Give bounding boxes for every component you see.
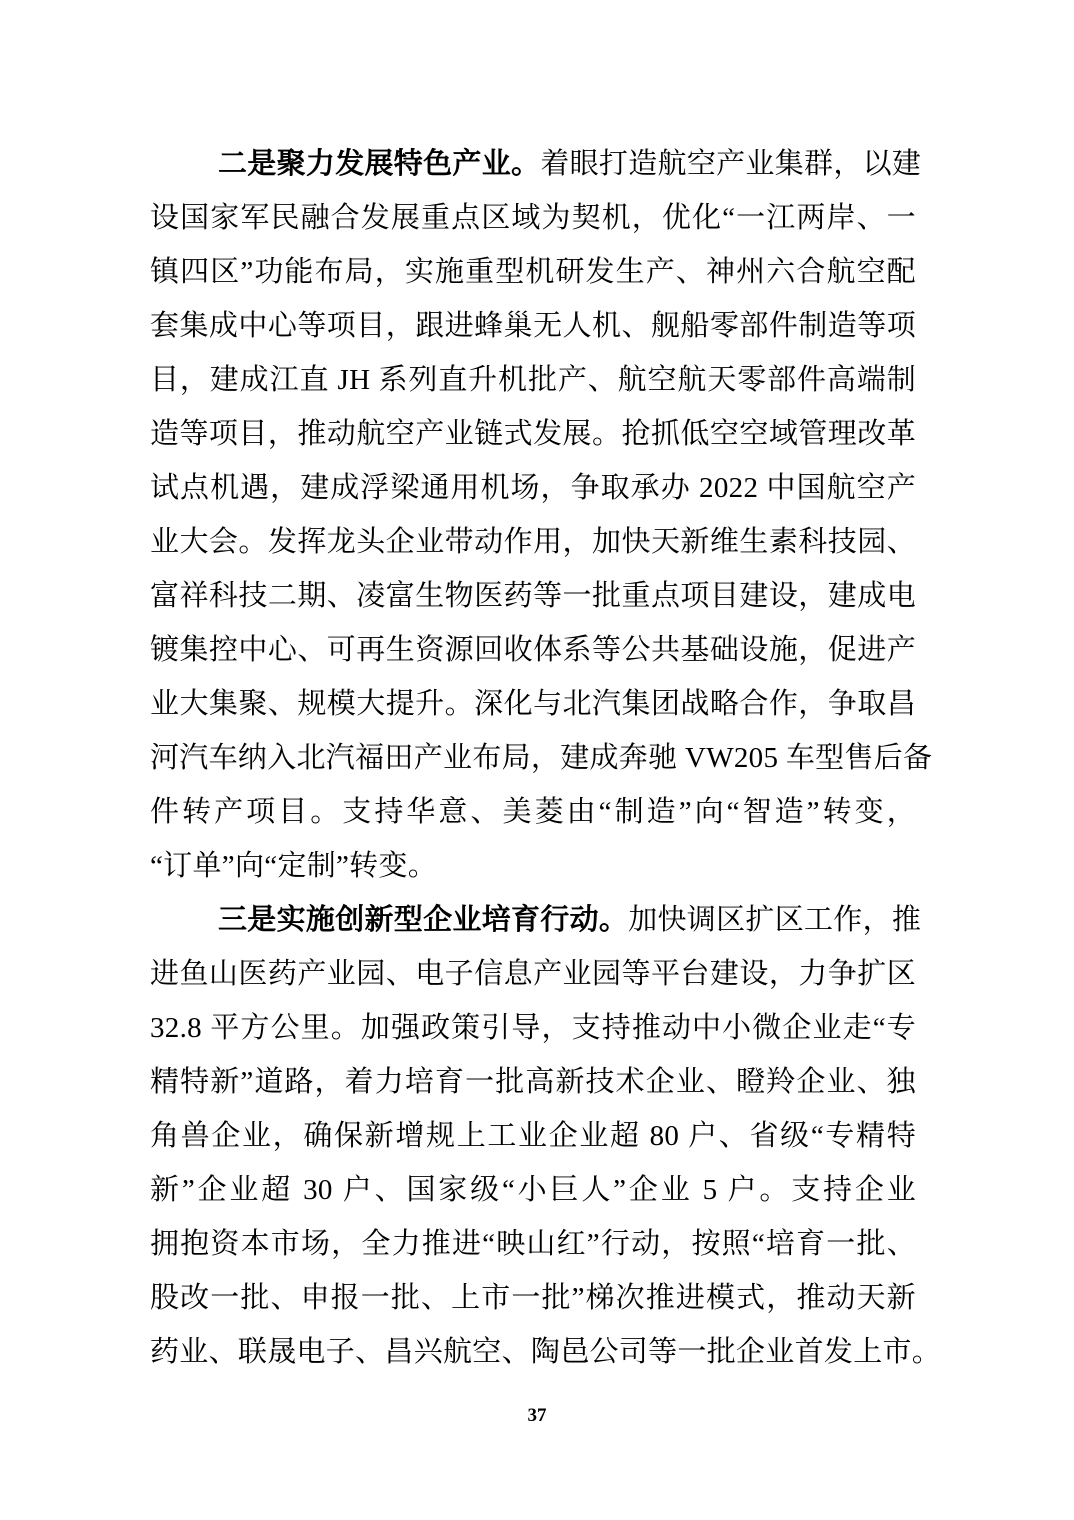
paragraph-lead: 三是实施创新型企业培育行动。 [218, 904, 629, 936]
text-line [150, 1271, 916, 1325]
paragraph-text: 镇四区”功能布局，实施重型机研发生产、神州六合航空配 [150, 256, 916, 288]
text-line [150, 1325, 942, 1379]
text-line [150, 947, 916, 1001]
text-line [150, 407, 916, 461]
paragraph-text: 业大会。发挥龙头企业带动作用，加快天新维生素科技园、 [150, 526, 916, 558]
paragraph-text: 药业、联晟电子、昌兴航空、陶邑公司等一批企业首发上市。 [150, 1336, 942, 1368]
text-line [150, 299, 916, 353]
text-line [150, 515, 916, 569]
paragraph-text: 新”企业超 30 户、国家级“小巨人”企业 5 户。支持企业 [150, 1174, 916, 1206]
text-line [150, 461, 916, 515]
text-line [150, 839, 916, 893]
paragraph-text: 试点机遇，建成浮梁通用机场，争取承办 2022 中国航空产 [150, 472, 916, 504]
text-line [150, 353, 916, 407]
text-line [150, 1163, 916, 1217]
paragraph-text: 股改一批、申报一批、上市一批”梯次推进模式，推动天新 [150, 1282, 916, 1314]
paragraph-text: 河汽车纳入北汽福田产业布局，建成奔驰 VW205 车型售后备 [150, 742, 933, 774]
paragraph-text: “订单”向“定制”转变。 [150, 850, 438, 882]
text-line [150, 137, 922, 191]
paragraph-text: 拥抱资本市场，全力推进“映山红”行动，按照“培育一批、 [150, 1228, 916, 1260]
text-line [150, 731, 933, 785]
paragraph-text: 造等项目，推动航空产业链式发展。抢抓低空空域管理改革 [150, 418, 916, 450]
paragraph-text: 件转产项目。支持华意、美菱由“制造”向“智造”转变， [150, 796, 916, 828]
text-line [150, 623, 916, 677]
paragraph-text: 目，建成江直 JH 系列直升机批产、航空航天零部件高端制 [150, 364, 916, 396]
paragraph-text: 角兽企业，确保新增规上工业企业超 80 户、省级“专精特 [150, 1120, 916, 1152]
paragraph-text: 业大集聚、规模大提升。深化与北汽集团战略合作，争取昌 [150, 688, 916, 720]
text-line [150, 191, 916, 245]
text-line [150, 1055, 916, 1109]
paragraph-text: 富祥科技二期、凌富生物医药等一批重点项目建设，建成电 [150, 580, 916, 612]
text-line [150, 785, 916, 839]
paragraph-text: 精特新”道路，着力培育一批高新技术企业、瞪羚企业、独 [150, 1066, 916, 1098]
paragraph-text: 32.8 平方公里。加强政策引导，支持推动中小微企业走“专 [150, 1012, 916, 1044]
paragraph-lead: 二是聚力发展特色产业。 [218, 148, 541, 180]
text-line [150, 1001, 916, 1055]
text-block [150, 137, 942, 1379]
page-number: 37 [527, 1405, 547, 1426]
paragraph-text: 加快调区扩区工作，推 [628, 904, 922, 936]
paragraph-text: 设国家军民融合发展重点区域为契机，优化“一江两岸、一 [150, 202, 916, 234]
paragraph-text: 进鱼山医药产业园、电子信息产业园等平台建设，力争扩区 [150, 958, 916, 990]
text-line [150, 893, 922, 947]
text-line [150, 569, 916, 623]
text-line [150, 1109, 916, 1163]
text-line [150, 1217, 916, 1271]
paragraph-text: 镀集控中心、可再生资源回收体系等公共基础设施，促进产 [150, 634, 916, 666]
paragraph-text: 着眼打造航空产业集群，以建 [540, 148, 922, 180]
paragraph-text: 套集成中心等项目，跟进蜂巢无人机、舰船零部件制造等项 [150, 310, 916, 342]
text-line [150, 245, 916, 299]
text-line [150, 677, 916, 731]
